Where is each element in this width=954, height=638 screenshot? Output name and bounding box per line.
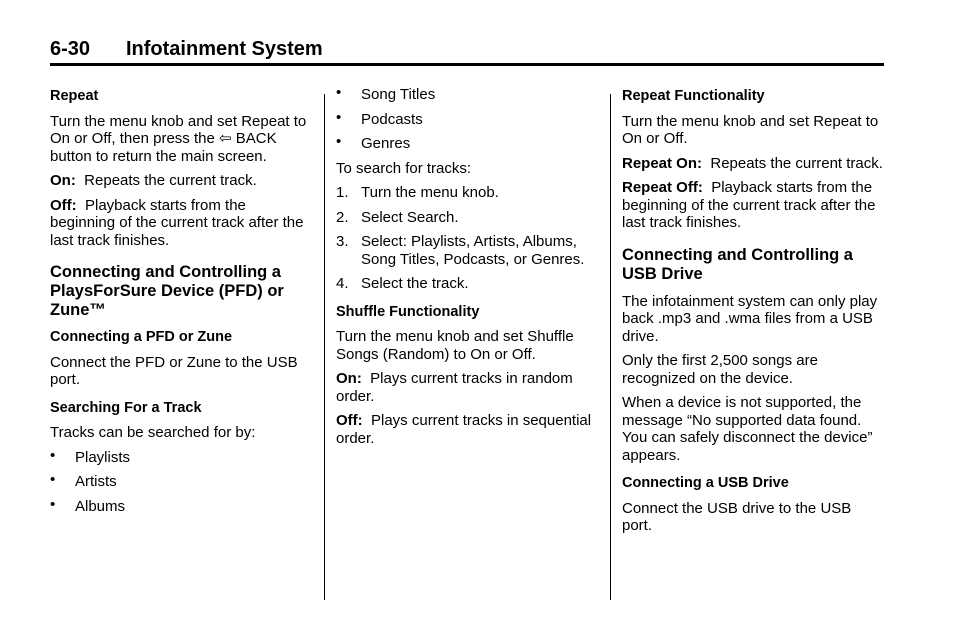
list-item: • Song Titles bbox=[336, 84, 436, 103]
off-label: Off: bbox=[336, 412, 363, 429]
off-label: Off: bbox=[50, 196, 77, 214]
repeat-on-text: Repeats the current track. bbox=[710, 154, 883, 172]
off-definition bbox=[50, 197, 310, 250]
list-item: • Podcasts bbox=[336, 108, 423, 128]
repeat-off-text: Playback starts from the beginning of the current track after the last track finishes. bbox=[622, 179, 876, 231]
repeat-heading: Repeat bbox=[50, 88, 99, 104]
off-text: Playback starts from the beginning of the current track after the last track finishes. bbox=[50, 196, 304, 249]
page-header bbox=[50, 38, 884, 62]
header-rule bbox=[50, 63, 884, 66]
bullet-icon: • bbox=[336, 133, 342, 150]
list-item: • Playlists bbox=[50, 446, 131, 466]
shuffle-off-definition bbox=[336, 412, 598, 447]
usb-paragraph-1: The infotainment system can only play back .mp3 and .wma files from a USB drive. bbox=[622, 292, 878, 345]
section-title: Infotainment System bbox=[126, 38, 323, 60]
connect-usb-text: Connect the USB drive to the USB port. bbox=[622, 499, 852, 534]
on-text: Repeats the current track. bbox=[84, 172, 257, 189]
pfd-heading: Connecting and Controlling a PlaysForSure Device (PFD) or Zune™ bbox=[50, 263, 284, 319]
column-1 bbox=[50, 88, 310, 522]
shuffle-subheading: Shuffle Functionality bbox=[336, 303, 480, 320]
repeat-on-label: Repeat On: bbox=[622, 154, 703, 172]
usb-paragraph-2: Only the first 2,500 songs are recognized on the device. bbox=[622, 352, 818, 387]
column-divider-2 bbox=[610, 94, 611, 600]
list-item: • Albums bbox=[50, 495, 126, 515]
bullet-icon: • bbox=[50, 471, 56, 488]
repeat-functionality-subheading: Repeat Functionality bbox=[622, 88, 765, 104]
back-arrow-icon: ⇦ bbox=[218, 130, 232, 147]
column-divider-1 bbox=[324, 94, 325, 600]
repeat-instructions bbox=[50, 113, 310, 166]
bullet-icon: • bbox=[50, 446, 56, 464]
off-text: Plays current tracks in sequential order. bbox=[336, 412, 592, 447]
step-item: 1. Turn the menu knob. bbox=[336, 184, 499, 201]
on-label: On: bbox=[336, 370, 362, 387]
step-item: 2. Select Search. bbox=[336, 208, 459, 226]
shuffle-text: Turn the menu knob and set Shuffle Songs (Random) to On or Off. bbox=[336, 328, 574, 363]
on-label: On: bbox=[50, 172, 76, 189]
connect-usb-subheading: Connecting a USB Drive bbox=[622, 475, 789, 491]
on-text: Plays current tracks in random order. bbox=[336, 370, 573, 405]
bullet-icon: • bbox=[336, 108, 342, 126]
search-intro: To search for tracks: bbox=[336, 159, 472, 177]
usb-heading: Connecting and Controlling a USB Drive bbox=[622, 245, 853, 283]
repeat-text-post: BACK button to return the main screen. bbox=[50, 130, 277, 165]
bullet-icon: • bbox=[50, 495, 56, 513]
search-subheading: Searching For a Track bbox=[50, 399, 202, 416]
list-item: • Genres bbox=[336, 133, 411, 152]
repeat-off-definition bbox=[622, 179, 884, 232]
shuffle-on-definition bbox=[336, 370, 598, 405]
step-item: 4. Select the track. bbox=[336, 275, 469, 292]
connect-pfd-subheading: Connecting a PFD or Zune bbox=[50, 329, 233, 345]
bullet-icon: • bbox=[336, 84, 342, 101]
repeat-functionality-text: Turn the menu knob and set Repeat to On or Off. bbox=[622, 112, 879, 147]
step-item: 3. Select: Playlists, Artists, Albums, Song Titles, Podcasts, or Genres. bbox=[336, 233, 585, 268]
on-definition bbox=[50, 172, 310, 190]
repeat-on-definition bbox=[622, 155, 884, 173]
repeat-off-label: Repeat Off: bbox=[622, 179, 703, 196]
usb-paragraph-3: When a device is not supported, the message “No supported data found. You can safely disconnect the device” appears. bbox=[622, 394, 873, 464]
connect-pfd-text: Connect the PFD or Zune to the USB port. bbox=[50, 353, 298, 388]
column-3 bbox=[622, 88, 884, 542]
column-2 bbox=[336, 86, 598, 454]
list-item: • Artists bbox=[50, 471, 117, 490]
page-number: 6-30 bbox=[50, 38, 91, 60]
repeat-text-pre: Turn the menu knob and set Repeat to On or Off, then press the bbox=[50, 112, 307, 147]
search-text: Tracks can be searched for by: bbox=[50, 424, 256, 441]
